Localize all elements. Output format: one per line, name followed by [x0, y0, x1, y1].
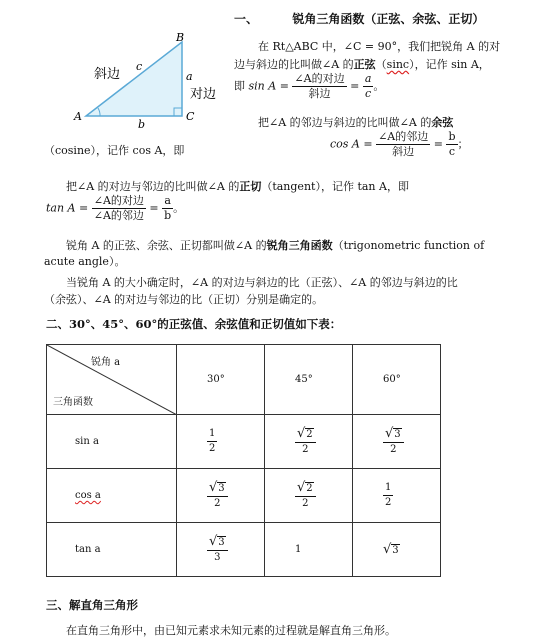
table-header-row — [47, 345, 441, 415]
corner-bottom-label: 三角函数 — [53, 397, 93, 408]
para4-line1: 锐角 A 的正弦、余弦、正切都叫做∠A 的锐角三角函数（trigonometric function of — [66, 239, 485, 252]
section1-title: 锐角三角函数（正弦、余弦、正切） — [292, 12, 485, 26]
sine-formula: 即 sin A = $\frac{\text{∠A的对边}}{\text{斜边}}$ = $\frac{a}{c}$ 。 — [234, 72, 385, 100]
cell-sin-45: $\frac{√2}{2}$ — [265, 415, 353, 469]
hypotenuse-label: 斜边 — [94, 67, 121, 82]
cell-sin-30: $\frac{1}{2}$ — [177, 415, 265, 469]
side-a-label: a — [186, 70, 193, 83]
tangent-formula: tan A = $\frac{\text{∠A的对边}}{\text{∠A的邻边}}$ = $\frac{a}{b}$ 。 — [46, 194, 185, 222]
row-label-cos: cos a — [47, 469, 177, 523]
cell-tan-45: 1 — [265, 523, 353, 577]
para5-line2: （余弦）、∠A 的对边与邻边的比（正切）分别是确定的。 — [44, 293, 324, 306]
header-45: 45° — [265, 345, 353, 415]
cosine-formula: cos A = $\frac{\text{∠A的邻边}}{\text{斜边}}$ = $\frac{b}{c}$ ； — [330, 130, 469, 158]
row-label-tan: tan a — [47, 523, 177, 577]
side-b-label: b — [138, 118, 146, 130]
para3-line1: 把∠A 的对边与邻边的比叫做∠A 的正切（tangent），记作 tan A，即 — [66, 180, 409, 193]
section3-line1: 在直角三角形中，由已知元素求未知元素的过程就是解直角三角形。 — [66, 624, 396, 637]
cell-cos-30: $\frac{√3}{2}$ — [177, 469, 265, 523]
header-60: 60° — [353, 345, 441, 415]
cell-cos-60: $\frac{1}{2}$ — [353, 469, 441, 523]
table-row — [47, 523, 441, 577]
cell-tan-30: $\frac{√3}{3}$ — [177, 523, 265, 577]
table-corner-cell — [47, 345, 177, 415]
para1-line2: 边与斜边的比叫做∠A 的正弦（sinc），记作 sin A， — [234, 58, 490, 71]
para4-line2: acute angle）。 — [44, 255, 126, 268]
right-triangle-figure — [64, 30, 224, 130]
vertex-c-label: C — [186, 110, 195, 123]
cell-sin-60: $\frac{√3}{2}$ — [353, 415, 441, 469]
section3-title: 三、解直角三角形 — [46, 598, 138, 612]
row-label-sin: sin a — [47, 415, 177, 469]
corner-top-label: 锐角 a — [91, 357, 121, 368]
side-c-label: c — [136, 60, 143, 73]
para5-line1: 当锐角 A 的大小确定时，∠A 的对边与斜边的比（正弦）、∠A 的邻边与斜边的比 — [66, 276, 458, 289]
table-row — [47, 415, 441, 469]
vertex-b-label: B — [176, 31, 185, 44]
trig-values-table — [46, 344, 441, 577]
vertex-a-label: A — [74, 110, 82, 123]
para1-line1: 在 Rt△ABC 中，∠C = 90°，我们把锐角 A 的对 — [258, 40, 501, 53]
para2-line1: 把∠A 的邻边与斜边的比叫做∠A 的余弦 — [258, 116, 454, 129]
cell-tan-60: √3 — [353, 523, 441, 577]
section2-title: 二、30°、45°、60°的正弦值、余弦值和正切值如下表： — [46, 317, 342, 331]
header-30: 30° — [177, 345, 265, 415]
cell-cos-45: $\frac{√2}{2}$ — [265, 469, 353, 523]
opposite-label: 对边 — [190, 87, 217, 102]
table-row — [47, 469, 441, 523]
section1-heading — [234, 10, 484, 27]
para2-cont: （cosine），记作 cos A，即 — [44, 144, 185, 157]
section1-number: 一、 — [234, 12, 259, 26]
